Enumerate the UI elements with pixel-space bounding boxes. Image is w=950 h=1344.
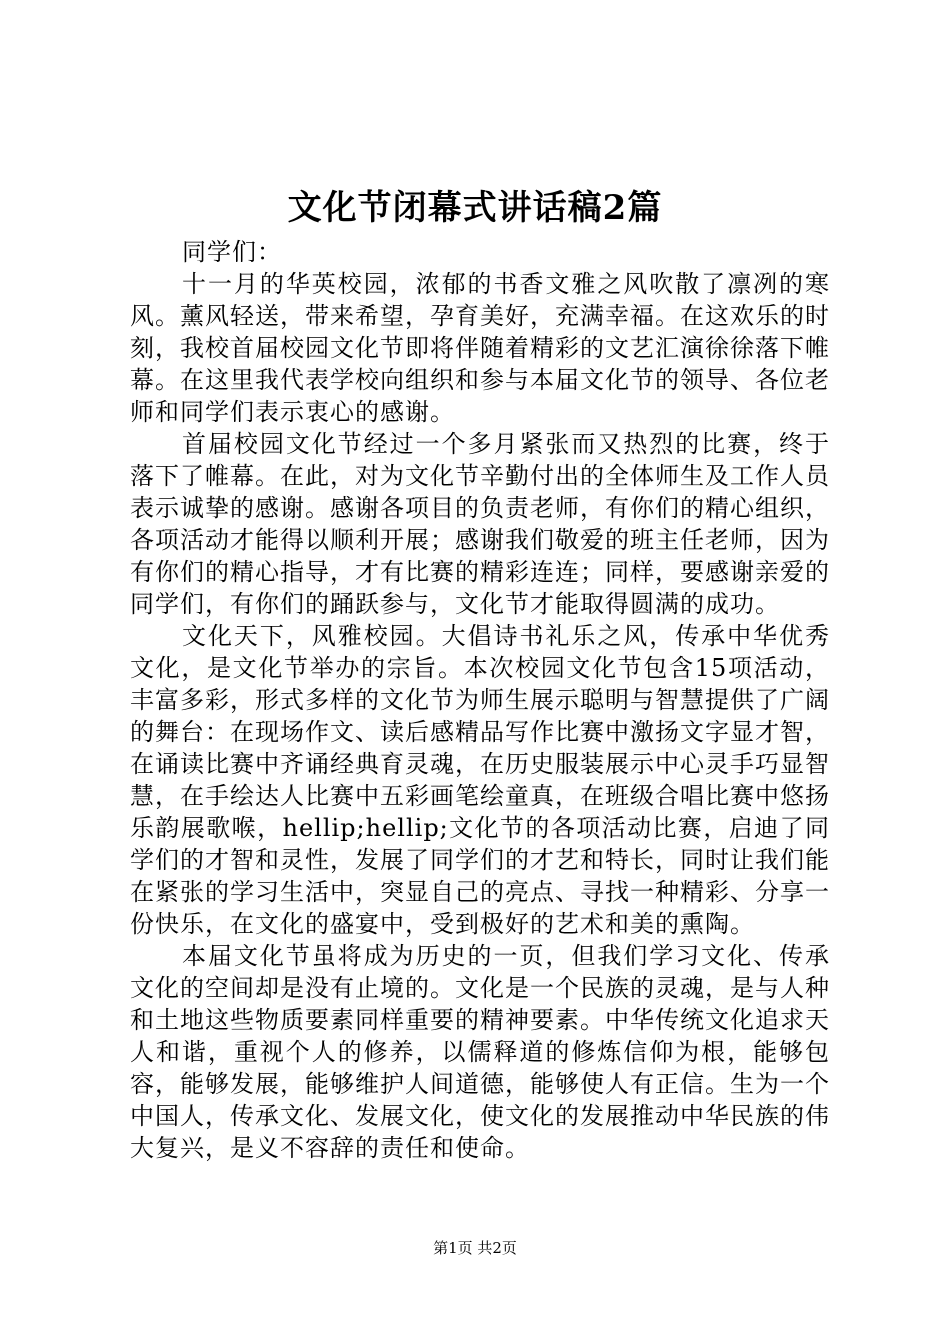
paragraph-1: 十一月的华英校园，浓郁的书香文雅之风吹散了凛冽的寒风。薰风轻送，带来希望，孕育美好，充满幸福。在这欢乐的时刻，我校首届校园文化节即将伴随着精彩的文艺汇演徐徐落下帷幕。在这里我代表学校向组织和参与本届文化节的领导、各位老师和同学们表示衷心的感谢。: [130, 270, 830, 426]
paragraph-3: 文化天下，风雅校园。大倡诗书礼乐之风，传承中华优秀文化，是文化节举办的宗旨。本次校园文化节包含15项活动，丰富多彩，形式多样的文化节为师生展示聪明与智慧提供了广阔的舞台：在现场作文、读后感精品写作比赛中激扬文字显才智，在诵读比赛中齐诵经典育灵魂，在历史服装展示中心灵手巧显智慧，在手绘达人比赛中五彩画笔绘童真，在班级合唱比赛中悠扬乐韵展歌喉，hellip;hellip;文化节的各项活动比赛，启迪了同学们的才智和灵性，发展了同学们的才艺和特长，同时让我们能在紧张的学习生活中，突显自己的亮点、寻找一种精彩、分享一份快乐，在文化的盛宴中，受到极好的艺术和美的熏陶。: [130, 622, 830, 938]
page-number-footer: 第1页 共2页: [433, 1239, 517, 1257]
document-body: [130, 236, 830, 1164]
paragraph-2: 首届校园文化节经过一个多月紧张而又热烈的比赛，终于落下了帷幕。在此，对为文化节辛勤付出的全体师生及工作人员表示诚挚的感谢。感谢各项目的负责老师，有你们的精心组织，各项活动才能得以顺利开展；感谢我们敬爱的班主任老师，因为有你们的精心指导，才有比赛的精彩连连；同样，要感谢亲爱的同学们，有你们的踊跃参与，文化节才能取得圆满的成功。: [130, 430, 830, 618]
paragraph-4: 本届文化节虽将成为历史的一页，但我们学习文化、传承文化的空间却是没有止境的。文化是一个民族的灵魂，是与人种和土地这些物质要素同样重要的精神要素。中华传统文化追求天人和谐，重视个人的修养，以儒释道的修炼信仰为根，能够包容，能够发展，能够维护人间道德，能够使人有正信。生为一个中国人，传承文化、发展文化，使文化的发展推动中华民族的伟大复兴，是义不容辞的责任和使命。: [130, 942, 830, 1162]
document-title: 文化节闭幕式讲话稿2篇: [287, 188, 663, 228]
salutation: 同学们：: [182, 238, 282, 266]
